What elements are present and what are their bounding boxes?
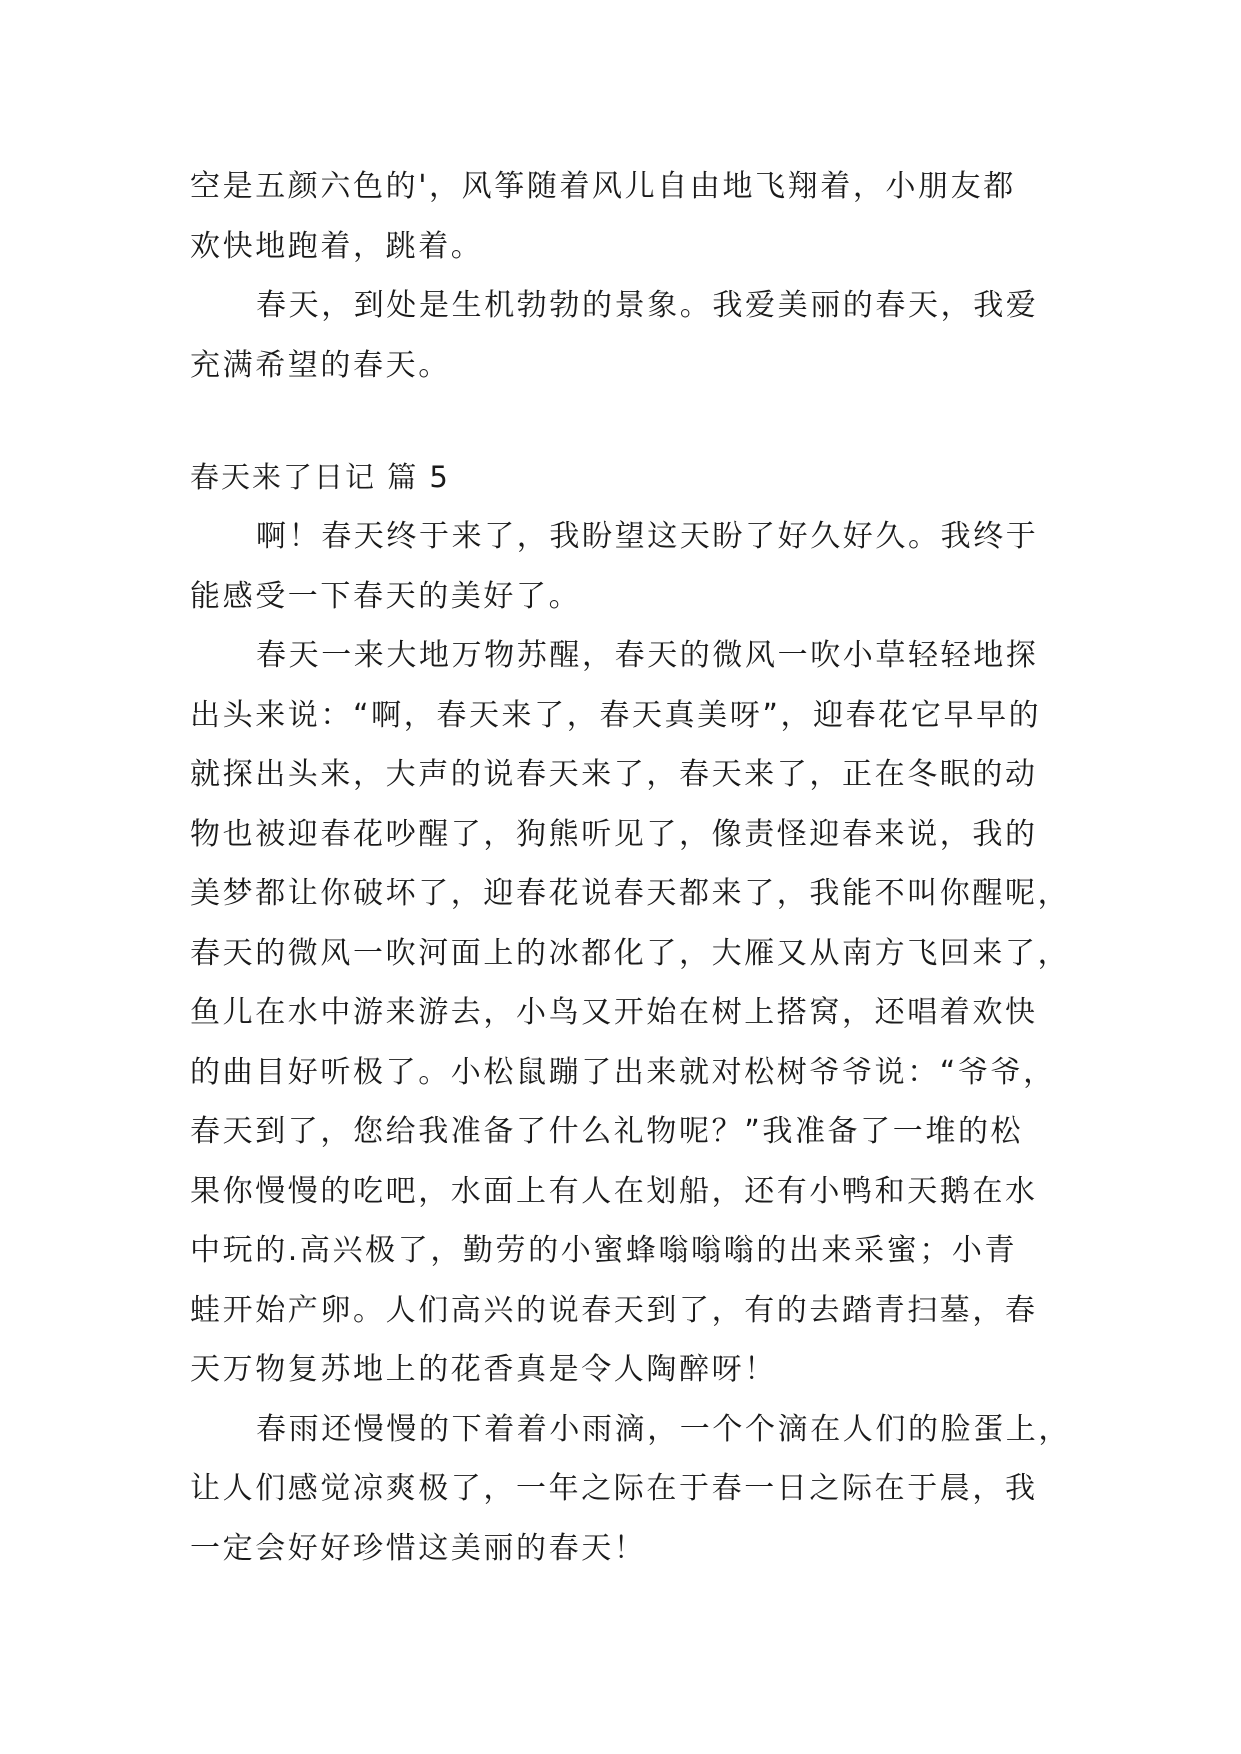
text-line: 出头来说：“啊，春天来了，春天真美呀”，迎春花它早早的: [190, 697, 1042, 733]
text-line: 果你慢慢的吃吧，水面上有人在划船，还有小鸭和天鹅在水: [190, 1173, 1038, 1209]
text-line: 鱼儿在水中游来游去，小鸟又开始在树上搭窝，还唱着欢快: [190, 995, 1038, 1030]
text-line: 让人们感觉凉爽极了，一年之际在于春一日之际在于晨，我: [190, 1471, 1038, 1506]
text-line: 啊！春天终于来了，我盼望这天盼了好久好久。我终于: [256, 519, 1039, 554]
text-line: 充满希望的春天。: [190, 347, 451, 383]
text-line: 能感受一下春天的美好了。: [190, 578, 582, 614]
text-line: 春雨还慢慢的下着着小雨滴，一个个滴在人们的脸蛋上，: [256, 1411, 1071, 1447]
paragraph-group-main: [190, 507, 1071, 1578]
text-line: 春天的微风一吹河面上的冰都化了，大雁又从南方飞回来了，: [190, 935, 1071, 971]
text-line: 的曲目好听极了。小松鼠蹦了出来就对松树爷爷说：“爷爷，: [190, 1054, 1056, 1090]
text-line: 美梦都让你破坏了，迎春花说春天都来了，我能不叫你醒呢，: [190, 876, 1071, 911]
text-line: 空是五颜六色的'，风筝随着风儿自由地飞翔着，小朋友都: [190, 169, 1016, 204]
text-line: 欢快地跑着，跳着。: [190, 228, 484, 264]
text-line: 蛙开始产卵。人们高兴的说春天到了，有的去踏青扫墓，春: [190, 1292, 1038, 1328]
text-line: 就探出头来，大声的说春天来了，春天来了，正在冬眠的动: [190, 757, 1038, 792]
text-line: 一定会好好珍惜这美丽的春天！: [190, 1530, 647, 1566]
text-line: 春天，到处是生机勃勃的景象。我爱美丽的春天，我爱: [256, 288, 1039, 323]
text-line: 物也被迎春花吵醒了，狗熊听见了，像责怪迎春来说，我的: [190, 816, 1038, 852]
text-line: 春天一来大地万物苏醒，春天的微风一吹小草轻轻地探: [256, 638, 1039, 673]
section-heading: 春天来了日记 篇 5: [190, 460, 450, 494]
text-line: 天万物复苏地上的花香真是令人陶醉呀！: [190, 1352, 777, 1387]
paragraph-group-top: [190, 157, 1050, 395]
text-line: 中玩的.高兴极了，勤劳的小蜜蜂嗡嗡嗡的出来采蜜；小青: [190, 1233, 1018, 1268]
text-line: 春天到了，您给我准备了什么礼物呢？”我准备了一堆的松: [190, 1114, 1024, 1149]
